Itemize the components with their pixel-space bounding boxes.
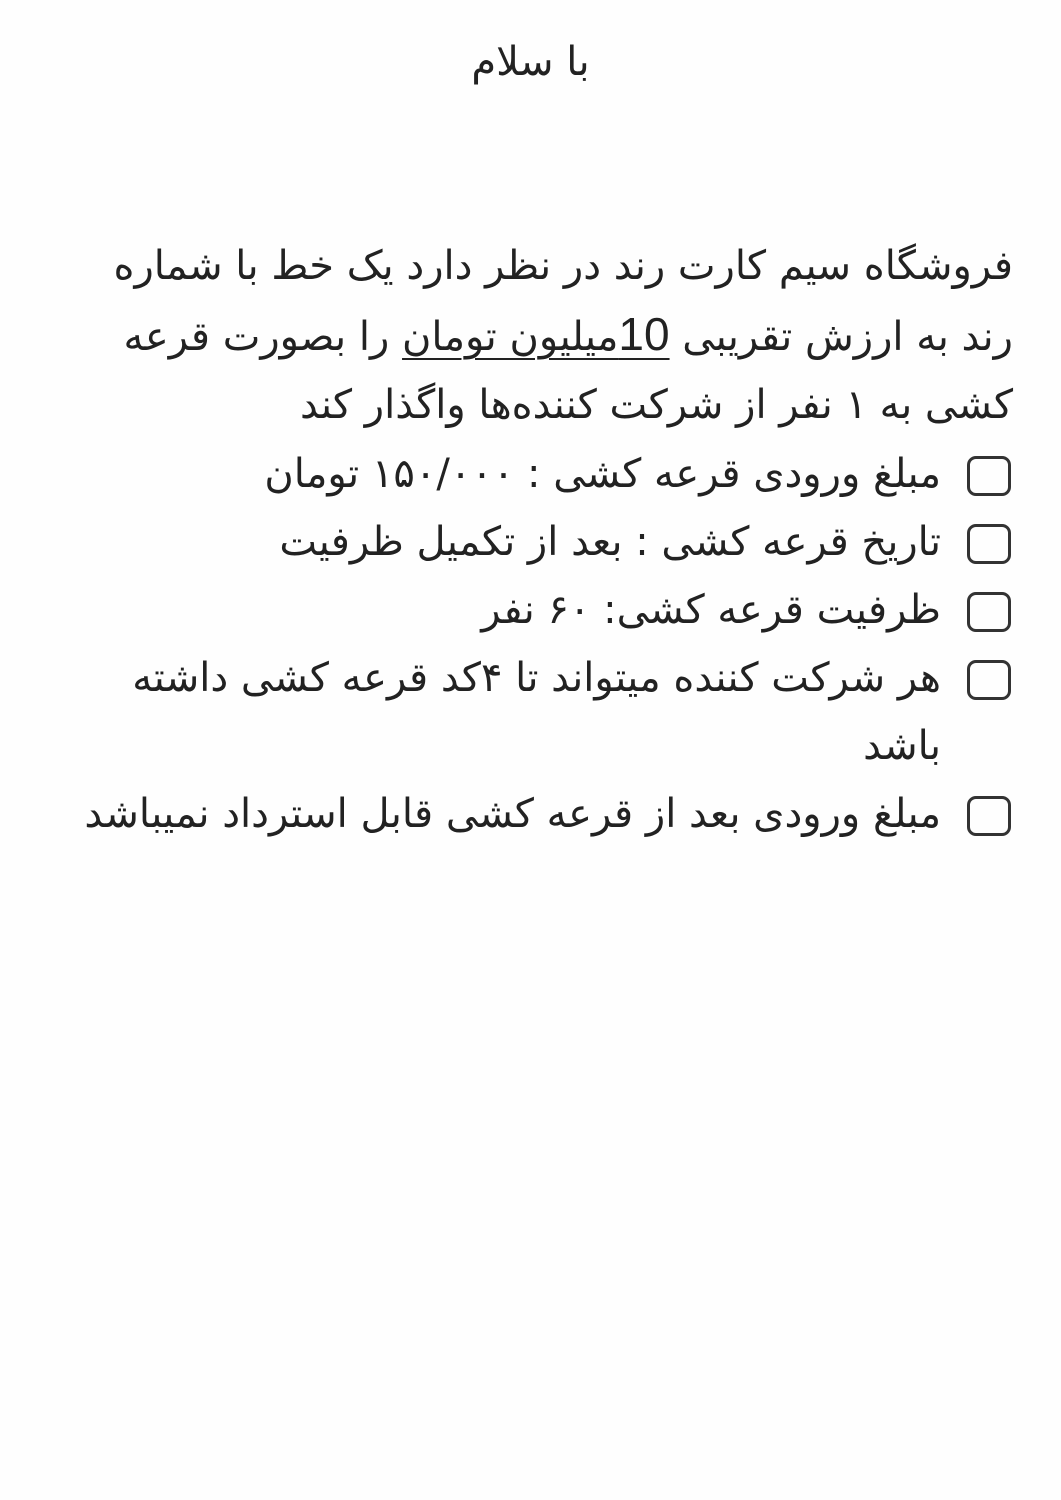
checkbox-icon[interactable]: [967, 660, 1011, 700]
intro-text-start: فروشگاه سیم کارت رند در نظر دارد یک خط با شماره رند به ارزش تقریبی: [113, 243, 1013, 360]
checklist-item-text: ظرفیت قرعه کشی: ۶۰ نفر: [481, 587, 941, 633]
rules-checklist: [81, 440, 1011, 848]
checklist-item: [81, 576, 1011, 644]
checklist-item: [81, 644, 1011, 780]
checklist-item: [81, 780, 1011, 848]
greeting-heading: با سلام: [471, 39, 590, 85]
checklist-item: [81, 440, 1011, 508]
checklist-item-text: مبلغ ورودی قرعه کشی : ۱۵۰/۰۰۰ تومان: [264, 451, 941, 497]
checklist-item-text: تاریخ قرعه کشی : بعد از تکمیل ظرفیت: [279, 519, 941, 565]
prize-value-underlined: [402, 308, 670, 360]
checkbox-icon[interactable]: [967, 796, 1011, 836]
intro-text-end: را بصورت قرعه کشی به ۱ نفر از شرکت کننده‌ها واگذار کند: [123, 314, 1013, 428]
checklist-item-text: هر شرکت کننده میتواند تا ۴کد قرعه کشی داشته باشد: [132, 655, 941, 769]
checkbox-icon[interactable]: [967, 524, 1011, 564]
intro-paragraph: [83, 232, 1013, 439]
checklist-item-text: مبلغ ورودی بعد از قرعه کشی قابل استرداد نمیباشد: [84, 791, 941, 837]
checkbox-icon[interactable]: [967, 592, 1011, 632]
checklist-item: [81, 508, 1011, 576]
prize-amount-number: 10: [618, 308, 670, 360]
prize-amount-unit: میلیون تومان: [402, 314, 619, 360]
checkbox-icon[interactable]: [967, 456, 1011, 496]
